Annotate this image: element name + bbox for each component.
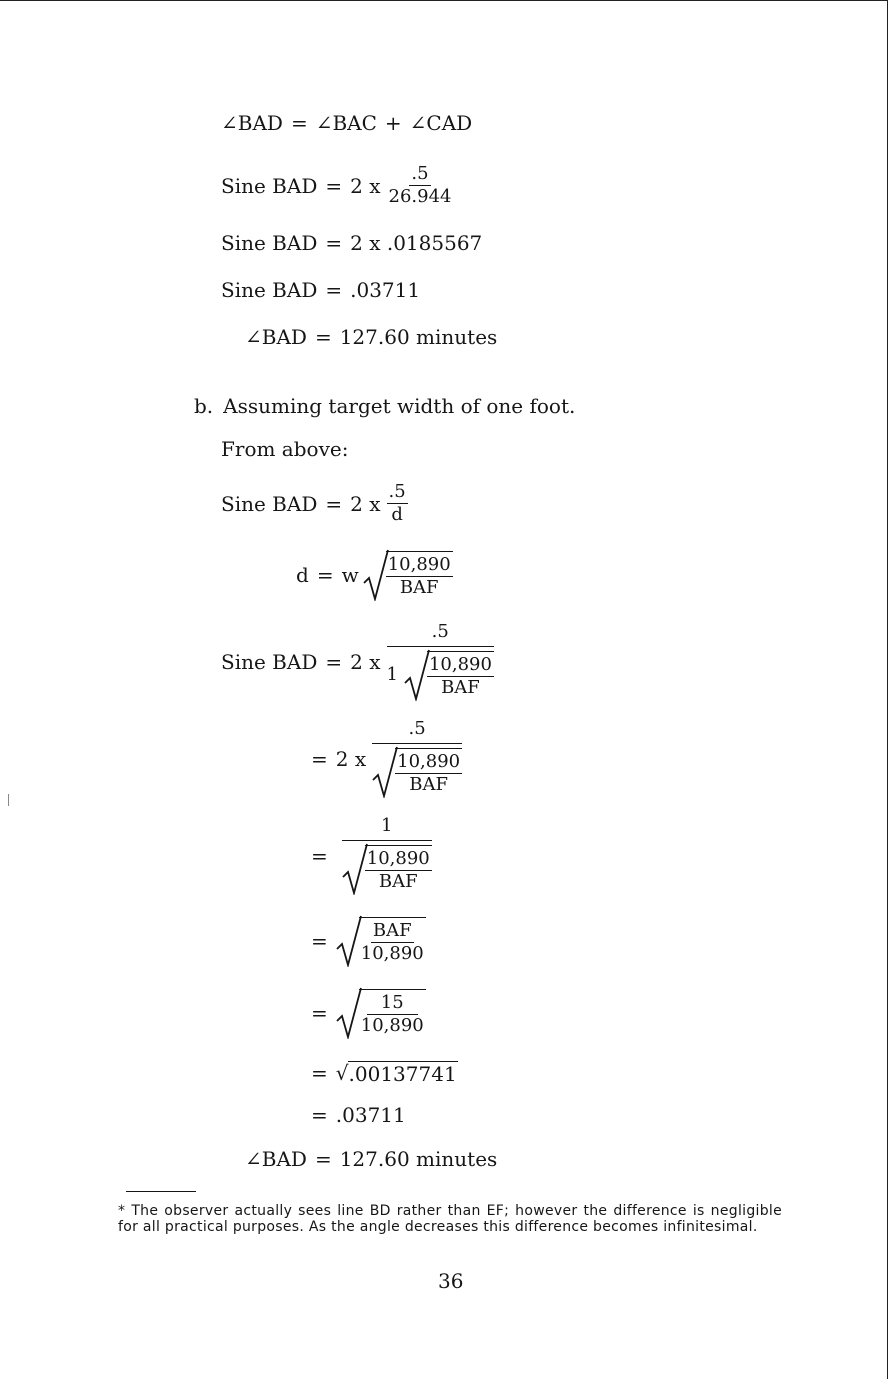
fraction bbox=[359, 992, 426, 1037]
equation-lhs: ∠BAD bbox=[221, 111, 283, 135]
footnote-divider bbox=[126, 1191, 196, 1192]
equals-sign: = bbox=[290, 111, 308, 135]
coefficient: 2 x bbox=[350, 491, 381, 516]
equation-step-reciprocal bbox=[311, 816, 432, 895]
fraction bbox=[387, 481, 408, 526]
numerator: 10,890 bbox=[366, 848, 430, 869]
equation-step-square-root bbox=[311, 1061, 458, 1084]
numerator: 15 bbox=[367, 992, 418, 1015]
equation-rhs: 2 x .0185567 bbox=[350, 231, 483, 255]
radical bbox=[404, 649, 494, 701]
equals-sign: = bbox=[316, 563, 334, 587]
equation-lhs: Sine BAD bbox=[221, 173, 318, 198]
denominator: BAF bbox=[378, 871, 418, 892]
equation-lhs: Sine BAD bbox=[221, 491, 318, 516]
denominator: 10,890 bbox=[360, 943, 424, 964]
equation-rhs: 127.60 minutes bbox=[339, 325, 498, 349]
equals-sign: = bbox=[325, 491, 343, 516]
equation-step-two-x bbox=[311, 719, 462, 798]
equation-sine-product bbox=[221, 233, 482, 253]
equals-sign: = bbox=[314, 1147, 332, 1171]
equation-distance bbox=[296, 549, 453, 601]
denominator-coefficient: 1 bbox=[386, 664, 398, 685]
section-intro bbox=[221, 439, 348, 459]
coefficient: w bbox=[341, 563, 359, 587]
equation-lhs: Sine BAD bbox=[221, 278, 318, 302]
section-heading bbox=[194, 396, 575, 416]
footnote: * The observer actually sees line BD rather than EF; however the difference is negligible for all practical purposes. As the angle decreases this difference becomes infinitesimal. bbox=[118, 1203, 782, 1235]
equals-sign: = bbox=[325, 173, 343, 198]
numerator: .5 bbox=[388, 481, 406, 502]
numerator: 1 bbox=[342, 816, 432, 841]
intro-text: From above: bbox=[221, 437, 349, 461]
fraction bbox=[386, 554, 453, 599]
fraction bbox=[365, 848, 432, 893]
equals-sign: = bbox=[314, 325, 332, 349]
denominator: 10,890 bbox=[360, 1015, 424, 1036]
equation-step-inverted-root bbox=[311, 915, 426, 967]
equals-sign: = bbox=[325, 649, 343, 674]
coefficient: 2 x bbox=[350, 649, 381, 674]
compound-fraction bbox=[387, 622, 494, 701]
equation-angle-result bbox=[245, 327, 497, 347]
equation-sine-over-d bbox=[221, 481, 408, 526]
equation-sine-value bbox=[221, 280, 420, 300]
radical bbox=[372, 746, 462, 798]
denominator: d bbox=[391, 504, 403, 525]
equals-sign: = bbox=[311, 929, 328, 953]
numerator: 10,890 bbox=[397, 751, 461, 772]
equals-sign: = bbox=[325, 278, 343, 302]
denominator: BAF bbox=[399, 577, 439, 598]
equation-step-numeric-root bbox=[311, 987, 426, 1039]
page-number: 36 bbox=[438, 1269, 464, 1293]
coefficient: 2 x bbox=[335, 746, 367, 771]
equation-rhs: .03711 bbox=[350, 278, 421, 302]
equation-sine-substituted bbox=[221, 622, 494, 701]
numerator: .5 bbox=[411, 163, 429, 184]
equation-term: ∠CAD bbox=[409, 111, 473, 135]
equation-lhs: ∠BAD bbox=[245, 1147, 307, 1171]
fraction bbox=[387, 163, 454, 208]
equation-step-value bbox=[311, 1105, 406, 1125]
radicand: .00137741 bbox=[348, 1062, 457, 1086]
equals-sign: = bbox=[311, 746, 328, 771]
radical bbox=[336, 987, 426, 1039]
radical bbox=[363, 549, 453, 601]
fraction bbox=[395, 751, 462, 796]
equation-lhs: Sine BAD bbox=[221, 649, 318, 674]
equation-lhs: ∠BAD bbox=[245, 325, 307, 349]
equals-sign: = bbox=[311, 843, 328, 868]
margin-mark bbox=[8, 794, 9, 806]
plus-sign: + bbox=[384, 111, 402, 135]
denominator: BAF bbox=[441, 677, 480, 698]
equation-angle-result bbox=[245, 1149, 497, 1169]
fraction bbox=[427, 654, 494, 699]
equation-rhs: 127.60 minutes bbox=[339, 1147, 498, 1171]
square-root-sign: √ bbox=[335, 1060, 349, 1085]
coefficient: 2 x bbox=[350, 173, 381, 198]
equation-angle-sum bbox=[221, 113, 472, 133]
equation-sine-fraction bbox=[221, 163, 453, 208]
numerator: .5 bbox=[387, 622, 494, 647]
numerator: BAF bbox=[372, 920, 412, 941]
radical bbox=[342, 843, 432, 895]
equation-term: ∠BAC bbox=[315, 111, 377, 135]
fraction bbox=[359, 920, 426, 965]
section-marker: b. bbox=[194, 394, 214, 418]
numerator: 10,890 bbox=[428, 654, 492, 675]
denominator: BAF bbox=[409, 774, 448, 795]
equals-sign: = bbox=[325, 231, 343, 255]
section-title: Assuming target width of one foot. bbox=[223, 394, 576, 418]
compound-fraction bbox=[342, 816, 432, 895]
radical bbox=[336, 915, 426, 967]
equals-sign: = bbox=[311, 1001, 328, 1025]
equals-sign: = bbox=[311, 1103, 328, 1127]
equals-sign: = bbox=[311, 1060, 328, 1085]
equation-rhs: .03711 bbox=[335, 1103, 406, 1127]
numerator: .5 bbox=[372, 719, 462, 744]
denominator: 26.944 bbox=[388, 186, 452, 207]
equation-lhs: d bbox=[296, 563, 309, 587]
equation-lhs: Sine BAD bbox=[221, 231, 318, 255]
numerator: 10,890 bbox=[387, 554, 451, 575]
compound-fraction bbox=[372, 719, 462, 798]
